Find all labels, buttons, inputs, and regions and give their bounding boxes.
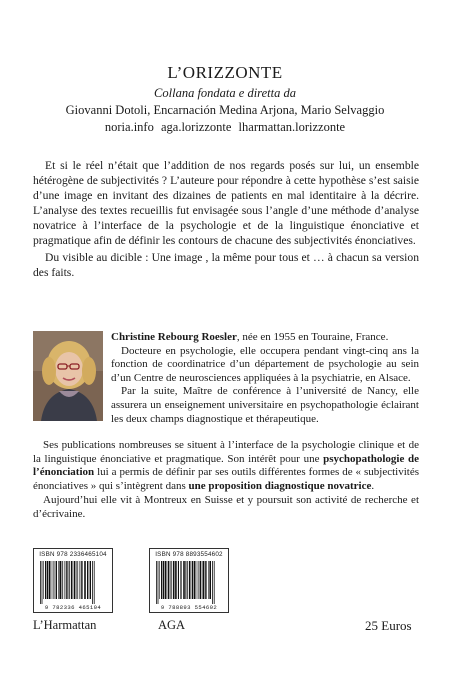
blurb-paragraph: Du visible au dicible : Une image , la même pour tous et … à chacun sa version des faits. <box>33 251 419 279</box>
barcode-bar <box>181 561 182 599</box>
barcode-bar <box>159 561 160 599</box>
barcode-bar <box>170 561 171 599</box>
barcode-bar <box>161 561 162 599</box>
barcode-bar <box>212 561 213 604</box>
barcode-bar <box>187 561 188 599</box>
barcode-bar <box>90 561 91 599</box>
series-link: aga.lorizzonte <box>160 120 232 134</box>
barcode-bar <box>74 561 76 599</box>
barcode-bar <box>87 561 88 599</box>
barcode-bar <box>89 561 90 599</box>
barcode-bar <box>56 561 57 599</box>
author-teaching: Par la suite, Maître de conférence à l’université de Nancy, elle assurera un enseignement universitaire en psychopathologie éclairant les deux champs diagnostique et thérapeutique. <box>111 385 419 425</box>
barcode-bar <box>81 561 82 599</box>
barcode-bar <box>200 561 202 599</box>
barcode-bars <box>40 561 108 604</box>
barcode-bar <box>156 561 157 604</box>
series-link: noria.info <box>104 120 154 134</box>
publisher-aga: AGA <box>158 618 186 632</box>
barcode-bar <box>175 561 177 599</box>
author-name: Christine Rebourg Roesler <box>111 331 237 343</box>
barcode-bar <box>158 561 159 604</box>
barcode-bar <box>178 561 179 599</box>
barcode-bar <box>47 561 49 599</box>
ean-digits: 9 788893 554602 <box>160 604 218 611</box>
author-bio <box>111 331 419 426</box>
author-publications: Ses publications nombreuses se situent à l’interface de la psychologie clinique et de la linguistique énonciative et pragmatique. Son intérêt pour une psychopathologie de l’énonciation lui a permis de définir par ses outils différentes formes de « subjectivités énonciatives » qui s’intègrent dans une proposition diagnostique novatrice. <box>33 439 419 492</box>
price: 25 Euros <box>365 618 412 633</box>
barcode-bar <box>64 561 65 599</box>
barcode-bar <box>197 561 198 599</box>
series-links <box>0 120 450 135</box>
barcode-bar <box>52 561 53 599</box>
barcode-bar <box>168 561 170 599</box>
blurb <box>33 158 419 280</box>
barcode-bar <box>199 561 200 599</box>
barcode-bar <box>92 561 93 604</box>
barcode-bar <box>40 561 41 604</box>
isbn-label: ISBN 978 2336465104 <box>39 551 107 558</box>
barcode-aga <box>149 548 229 613</box>
barcode-bar <box>203 561 205 599</box>
author-bio-continued <box>33 439 419 522</box>
blurb-paragraph: Et si le réel n’était que l’addition de nos regards posés sur lui, un ensemble hétérogène de subjectivités ? L’auteure pour répondre à cette hypothèse s’est saisie d’une image en invitant des dizaines de patients en mal identitaire à la décrire. L’analyse des textes recueillis fut envisagée sous l’angle d’une méthode d’analyse novatrice à l’interface de la psychologie et de la linguistique énonciative et pragmatique afin de définir les contours de chacune des subjectivités énonciatives. <box>33 159 419 247</box>
author-intro: Christine Rebourg Roesler, née en 1955 en Touraine, France. <box>111 331 389 343</box>
barcode-bar <box>49 561 51 599</box>
barcode-bar <box>77 561 78 599</box>
publisher-lharmattan: L’Harmattan <box>33 618 97 632</box>
barcode-bar <box>183 561 185 599</box>
barcode-bar <box>66 561 67 599</box>
barcode-bar <box>71 561 73 599</box>
barcode-bar <box>67 561 68 599</box>
author-today: Aujourd’hui elle vit à Montreux en Suisse et y poursuit son activité de recherche et d’écrivaine. <box>33 494 419 520</box>
author-career: Docteure en psychologie, elle occupera pendant vingt-cinq ans la fonction de coordinatrice d’un département de psychologie au sein d’un Centre de neurosciences appliquées à la psychiatrie, en Alsace. <box>111 344 419 384</box>
barcode-bar <box>42 561 43 604</box>
ean-digits: 9 782336 465104 <box>44 604 102 611</box>
barcode-bar <box>194 561 196 599</box>
barcode-bar <box>208 561 209 599</box>
barcode-bar <box>209 561 211 599</box>
barcode-bar <box>76 561 77 599</box>
barcode-bar <box>185 561 186 599</box>
barcode-bar <box>180 561 181 599</box>
barcode-lharmattan <box>33 548 113 613</box>
barcode-bar <box>165 561 167 599</box>
barcode-bar <box>173 561 175 599</box>
barcode-bar <box>189 561 191 599</box>
isbn-label: ISBN 978 8893554602 <box>155 551 223 558</box>
barcode-bar <box>58 561 59 599</box>
barcode-bar <box>79 561 80 599</box>
barcode-bar <box>171 561 172 599</box>
barcode-bar <box>55 561 56 599</box>
barcode-bar <box>84 561 86 599</box>
barcode-bar <box>192 561 194 599</box>
barcode-bar <box>54 561 55 599</box>
barcode-bar <box>45 561 46 599</box>
barcode-bar <box>205 561 206 599</box>
author-photo <box>33 331 103 421</box>
barcode-bar <box>62 561 63 599</box>
series-subtitle: Collana fondata e diretta da <box>154 86 296 100</box>
barcode-bar <box>59 561 61 599</box>
series-link: lharmattan.lorizzonte <box>238 120 346 134</box>
barcode-bar <box>43 561 44 599</box>
barcode-bars <box>156 561 224 604</box>
series-title: L’ORIZZONTE <box>167 63 283 82</box>
barcode-bar <box>82 561 83 599</box>
series-editors: Giovanni Dotoli, Encarnación Medina Arjona, Mario Selvaggio <box>65 103 385 117</box>
barcode-bar <box>214 561 215 604</box>
barcode-bar <box>69 561 70 599</box>
barcode-bar <box>94 561 95 604</box>
barcode-bar <box>163 561 165 599</box>
barcode-bar <box>206 561 207 599</box>
